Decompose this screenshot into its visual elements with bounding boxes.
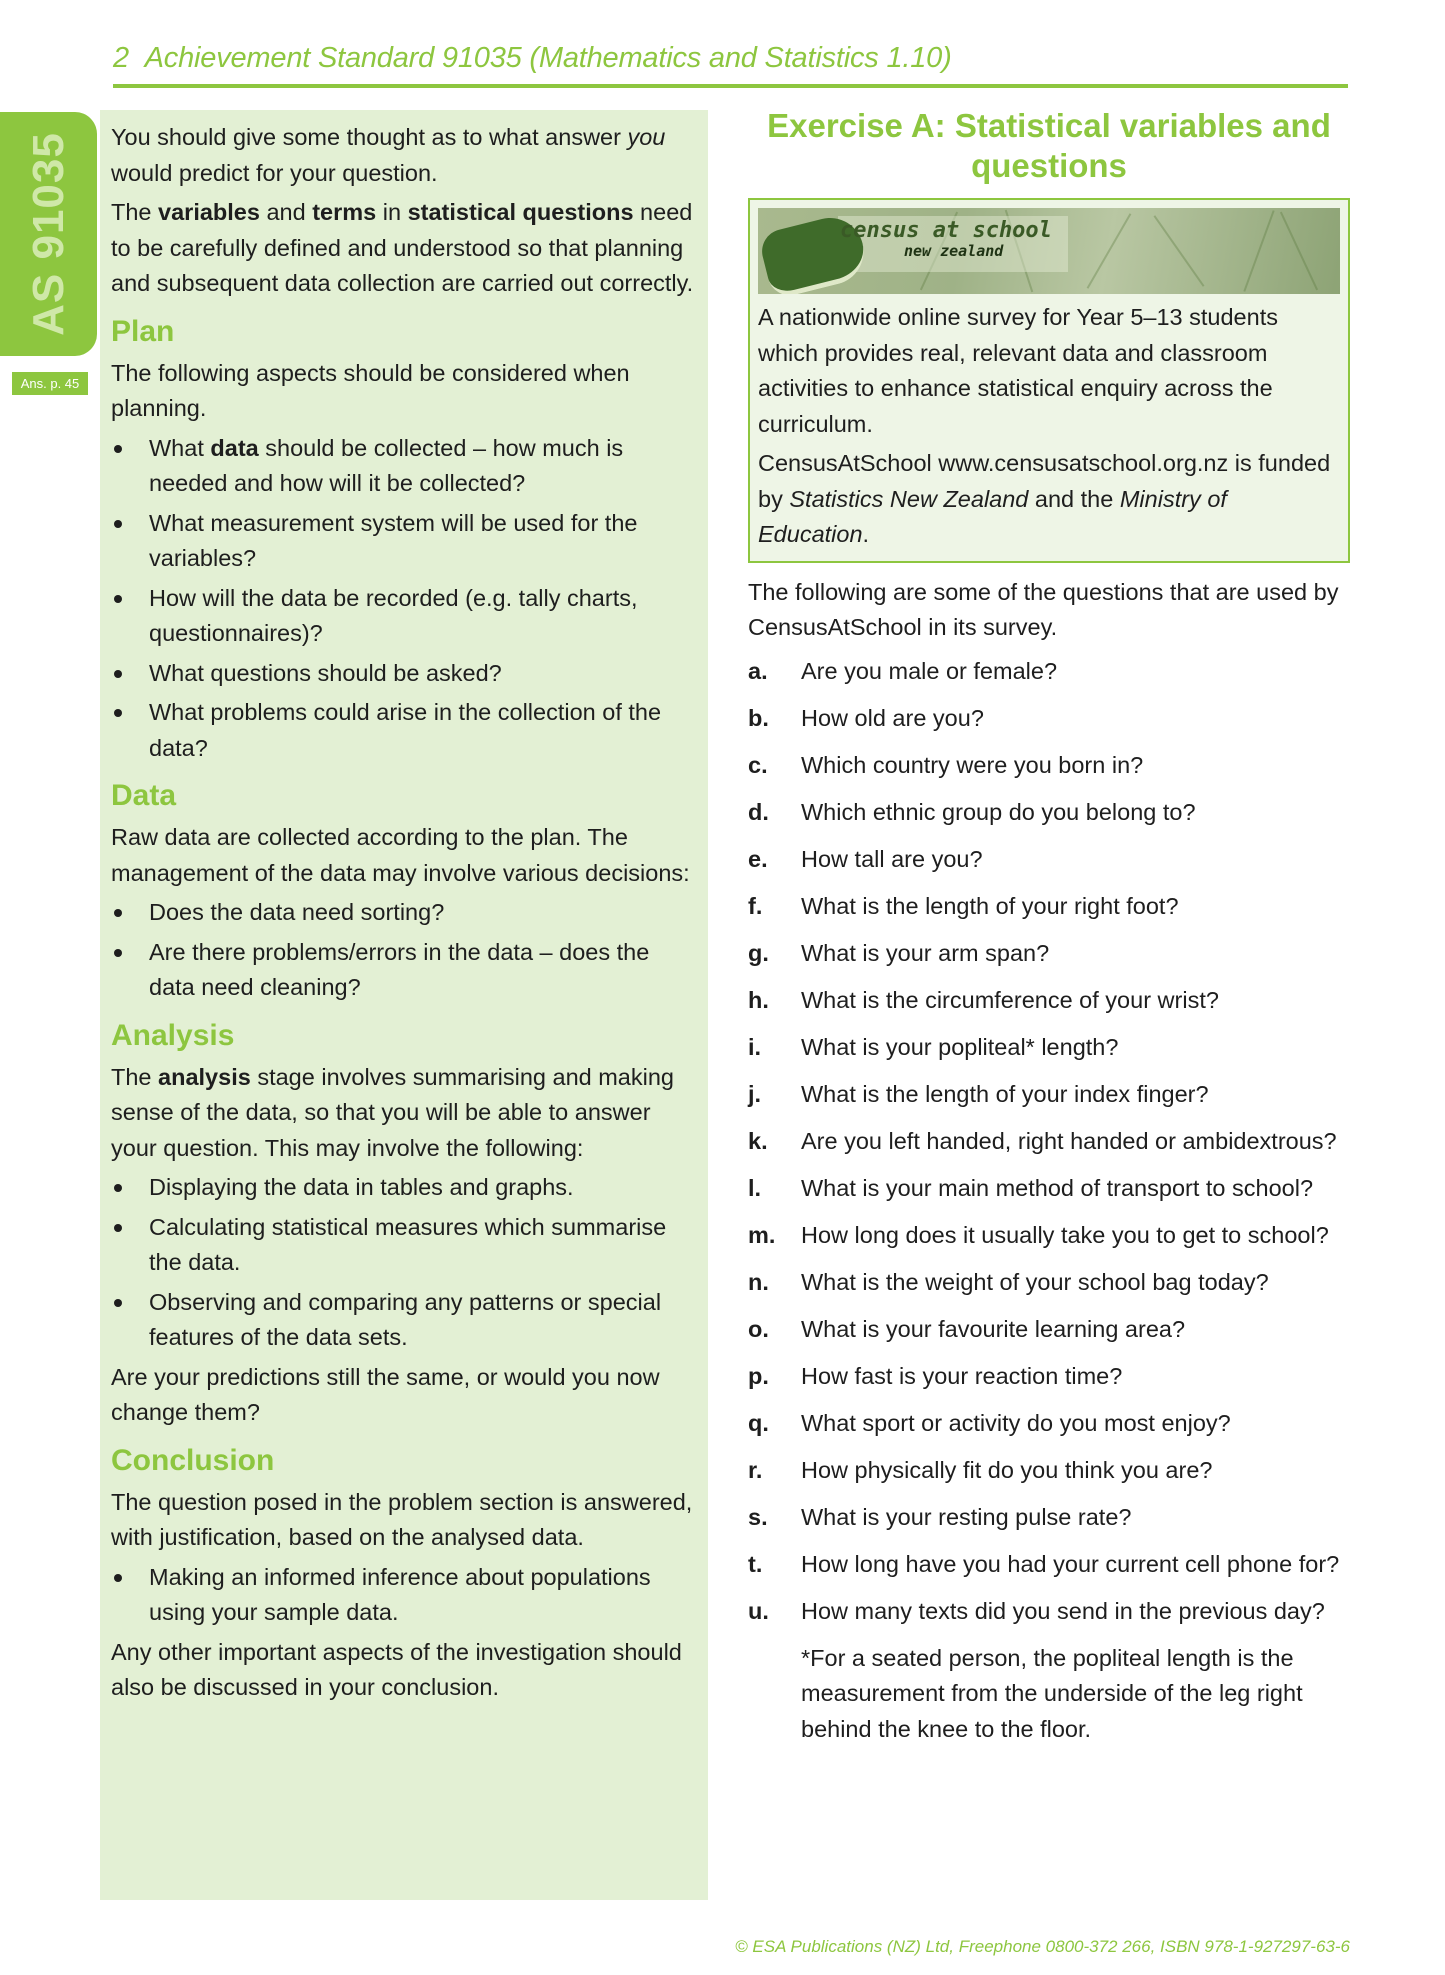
questions-intro: The following are some of the questions that are used by CensusAtSchool in its survey. <box>748 578 1339 640</box>
census-at-school-banner <box>758 208 1340 294</box>
question-letter: o. <box>748 1315 769 1342</box>
intro-paragraph <box>111 120 701 191</box>
bullet-item <box>111 935 701 1006</box>
section-paragraph <box>111 356 701 427</box>
question-letter: q. <box>748 1409 769 1436</box>
bullet-list <box>111 1560 701 1631</box>
bold-term: terms <box>312 199 377 225</box>
section-heading-analysis: Analysis <box>111 1018 235 1052</box>
question-text: What is the weight of your school bag today? <box>801 1268 1269 1295</box>
bullet-list <box>111 895 701 1006</box>
question-text: Are you left handed, right handed or ambidextrous? <box>801 1127 1337 1154</box>
question-text: How long have you had your current cell phone for? <box>801 1550 1340 1577</box>
exercise-title: Exercise A: Statistical variables and questions <box>767 107 1331 184</box>
question-item <box>748 936 1350 972</box>
question-text: How old are you? <box>801 704 984 731</box>
text-run: The question posed in the problem section is answered, with justification, based on the analysed data. <box>111 1488 693 1550</box>
question-text: How fast is your reaction time? <box>801 1362 1123 1389</box>
italic-text: Statistics New Zealand <box>789 485 1029 512</box>
question-letter: f. <box>748 892 763 919</box>
bold-term: variables <box>158 199 260 225</box>
censusatschool-info-box <box>748 198 1350 563</box>
question-text: What is your popliteal* length? <box>801 1033 1119 1060</box>
question-letter: u. <box>748 1597 769 1624</box>
standard-side-tab <box>0 112 97 356</box>
question-item <box>748 1312 1350 1348</box>
question-letter: t. <box>748 1550 763 1577</box>
side-tab-label: AS 91035 <box>23 132 73 336</box>
question-text: How tall are you? <box>801 845 983 872</box>
question-item <box>748 1077 1350 1113</box>
question-item <box>748 701 1350 737</box>
question-letter: j. <box>748 1080 762 1107</box>
section-paragraph <box>111 1360 701 1431</box>
text-run: You should give some thought as to what answer <box>111 124 628 150</box>
copyright-footer: © ESA Publications (NZ) Ltd, Freephone 0800-372 266, ISBN 978-1-927297-63-6 <box>735 1937 1350 1956</box>
question-text: What is the length of your right foot? <box>801 892 1179 919</box>
question-item <box>748 842 1350 878</box>
question-text: What is the circumference of your wrist? <box>801 986 1219 1013</box>
page-number: 2 <box>113 42 129 74</box>
text-run: Are there problems/errors in the data – does the data need cleaning? <box>149 938 650 1000</box>
text-run: Observing and comparing any patterns or special features of the data sets. <box>149 1288 662 1350</box>
bullet-item <box>111 431 701 502</box>
question-text: What is your favourite learning area? <box>801 1315 1186 1342</box>
text-run: would predict for your question. <box>111 159 438 186</box>
text-run: in <box>376 199 408 225</box>
bullet-item <box>111 1170 701 1206</box>
italic-text: Ministry of Education <box>758 485 1227 547</box>
question-item <box>748 748 1350 784</box>
text-run: The <box>111 199 159 225</box>
text-run: What questions should be asked? <box>149 659 502 686</box>
section-heading-conclusion: Conclusion <box>111 1443 275 1477</box>
text-run: The following aspects should be considered when planning. <box>111 359 630 421</box>
info-text <box>758 300 1340 553</box>
question-item <box>748 1124 1350 1160</box>
question-item <box>748 1453 1350 1489</box>
bold-term: data <box>210 434 259 461</box>
question-item <box>748 654 1350 690</box>
bullet-item <box>111 506 701 577</box>
question-text: What is your resting pulse rate? <box>801 1503 1132 1530</box>
text-run: and the <box>1028 485 1120 512</box>
question-letter: n. <box>748 1268 769 1295</box>
text-run: Are your predictions still the same, or would you now change them? <box>111 1363 660 1425</box>
question-item <box>748 1406 1350 1442</box>
question-letter: e. <box>748 845 768 872</box>
standard-title: Achievement Standard 91035 (Mathematics and Statistics 1.10) <box>144 42 952 74</box>
question-item <box>748 889 1350 925</box>
text-run: A nationwide online survey for Year 5–13 students which provides real, relevant data and classroom activities to enhance statistical enquiry across the curriculum. <box>758 304 1278 437</box>
info-paragraph <box>758 446 1340 553</box>
question-text: How long does it usually take you to get to school? <box>801 1221 1329 1248</box>
question-letter: c. <box>748 751 768 778</box>
text-run: How will the data be recorded (e.g. tally charts, questionnaires)? <box>149 584 638 646</box>
question-item <box>748 1171 1350 1207</box>
question-text: How physically fit do you think you are? <box>801 1456 1213 1483</box>
question-letter: b. <box>748 704 769 731</box>
banner-logo-line1: census at school <box>840 218 1052 243</box>
bullet-item <box>111 656 701 692</box>
text-run: . <box>862 521 870 547</box>
italic-text: you <box>627 124 666 150</box>
text-run: Displaying the data in tables and graphs. <box>149 1174 574 1200</box>
question-text: Are you male or female? <box>801 657 1058 684</box>
text-run: and <box>259 199 313 225</box>
bullet-item <box>111 1285 701 1356</box>
question-item <box>748 795 1350 831</box>
page-header <box>113 40 1348 88</box>
section-paragraph <box>111 1060 701 1167</box>
question-letter: h. <box>748 986 769 1013</box>
text-run: should be collected – how much is needed and how will it be collected? <box>149 434 624 496</box>
text-run: CensusAtSchool www.censusatschool.org.nz is funded by <box>758 450 1331 512</box>
bullet-item <box>111 1560 701 1631</box>
text-run: Does the data need sorting? <box>149 899 445 925</box>
answer-page-badge[interactable]: Ans. p. 45 <box>12 372 88 395</box>
bullet-item <box>111 895 701 931</box>
header-title <box>113 42 952 75</box>
question-letter: a. <box>748 657 768 684</box>
bullet-list <box>111 431 701 767</box>
question-item <box>748 1030 1350 1066</box>
bold-term: statistical questions <box>407 199 634 225</box>
question-text: What is your arm span? <box>801 939 1050 966</box>
question-letter: k. <box>748 1127 768 1154</box>
question-text: Which ethnic group do you belong to? <box>801 798 1196 825</box>
bullet-item <box>111 1210 701 1281</box>
question-letter: p. <box>748 1362 769 1389</box>
bullet-list <box>111 1170 701 1356</box>
section-heading-plan: Plan <box>111 314 175 348</box>
question-text: What sport or activity do you most enjoy? <box>801 1409 1231 1436</box>
question-letter: i. <box>748 1033 762 1060</box>
panel-content <box>111 120 701 1710</box>
section-heading-data: Data <box>111 779 177 812</box>
section-paragraph <box>111 820 701 891</box>
intro-paragraph <box>111 195 701 302</box>
popliteal-footnote: *For a seated person, the popliteal length is the measurement from the underside of the leg right behind the knee to the floor. <box>801 1644 1303 1742</box>
question-item <box>748 1594 1350 1630</box>
section-paragraph <box>111 1635 701 1706</box>
question-text: Which country were you born in? <box>801 751 1144 778</box>
question-list <box>748 654 1350 1630</box>
bullet-item <box>111 695 701 766</box>
question-letter: m. <box>748 1221 776 1248</box>
question-letter: l. <box>748 1174 762 1201</box>
text-run: need to be carefully defined and understood so that planning and subsequent data collection are carried out correctly. <box>111 199 694 296</box>
bold-term: analysis <box>158 1063 251 1090</box>
question-item <box>748 1359 1350 1395</box>
text-run: What measurement system will be used for the variables? <box>149 509 638 571</box>
question-item <box>748 1500 1350 1536</box>
question-text: How many texts did you send in the previous day? <box>801 1597 1325 1624</box>
question-item <box>748 1265 1350 1301</box>
question-text: What is your main method of transport to school? <box>801 1174 1314 1201</box>
text-run: Any other important aspects of the investigation should also be discussed in your conclusion. <box>111 1638 682 1700</box>
question-letter: d. <box>748 798 769 825</box>
bullet-item <box>111 581 701 652</box>
exercise-column <box>748 106 1350 1747</box>
investigation-cycle-panel <box>100 110 708 1900</box>
question-item <box>748 983 1350 1019</box>
text-run: The <box>111 1063 159 1090</box>
question-item <box>748 1547 1350 1583</box>
text-run: What problems could arise in the collection of the data? <box>149 699 662 761</box>
question-item <box>748 1218 1350 1254</box>
question-text: What is the length of your index finger? <box>801 1080 1209 1107</box>
question-letter: s. <box>748 1503 768 1530</box>
section-paragraph <box>111 1485 701 1556</box>
text-run: stage involves summarising and making sense of the data, so that you will be able to answer your question. This may involve the following: <box>111 1063 674 1161</box>
banner-logo-line2: new zealand <box>904 242 1004 260</box>
info-paragraph <box>758 300 1340 442</box>
question-letter: r. <box>748 1456 763 1483</box>
text-run: Making an informed inference about populations using your sample data. <box>149 1563 651 1625</box>
text-run: Raw data are collected according to the plan. The management of the data may involve various decisions: <box>111 824 690 886</box>
question-letter: g. <box>748 939 769 966</box>
text-run: What <box>149 434 211 461</box>
text-run: Calculating statistical measures which summarise the data. <box>149 1213 667 1275</box>
